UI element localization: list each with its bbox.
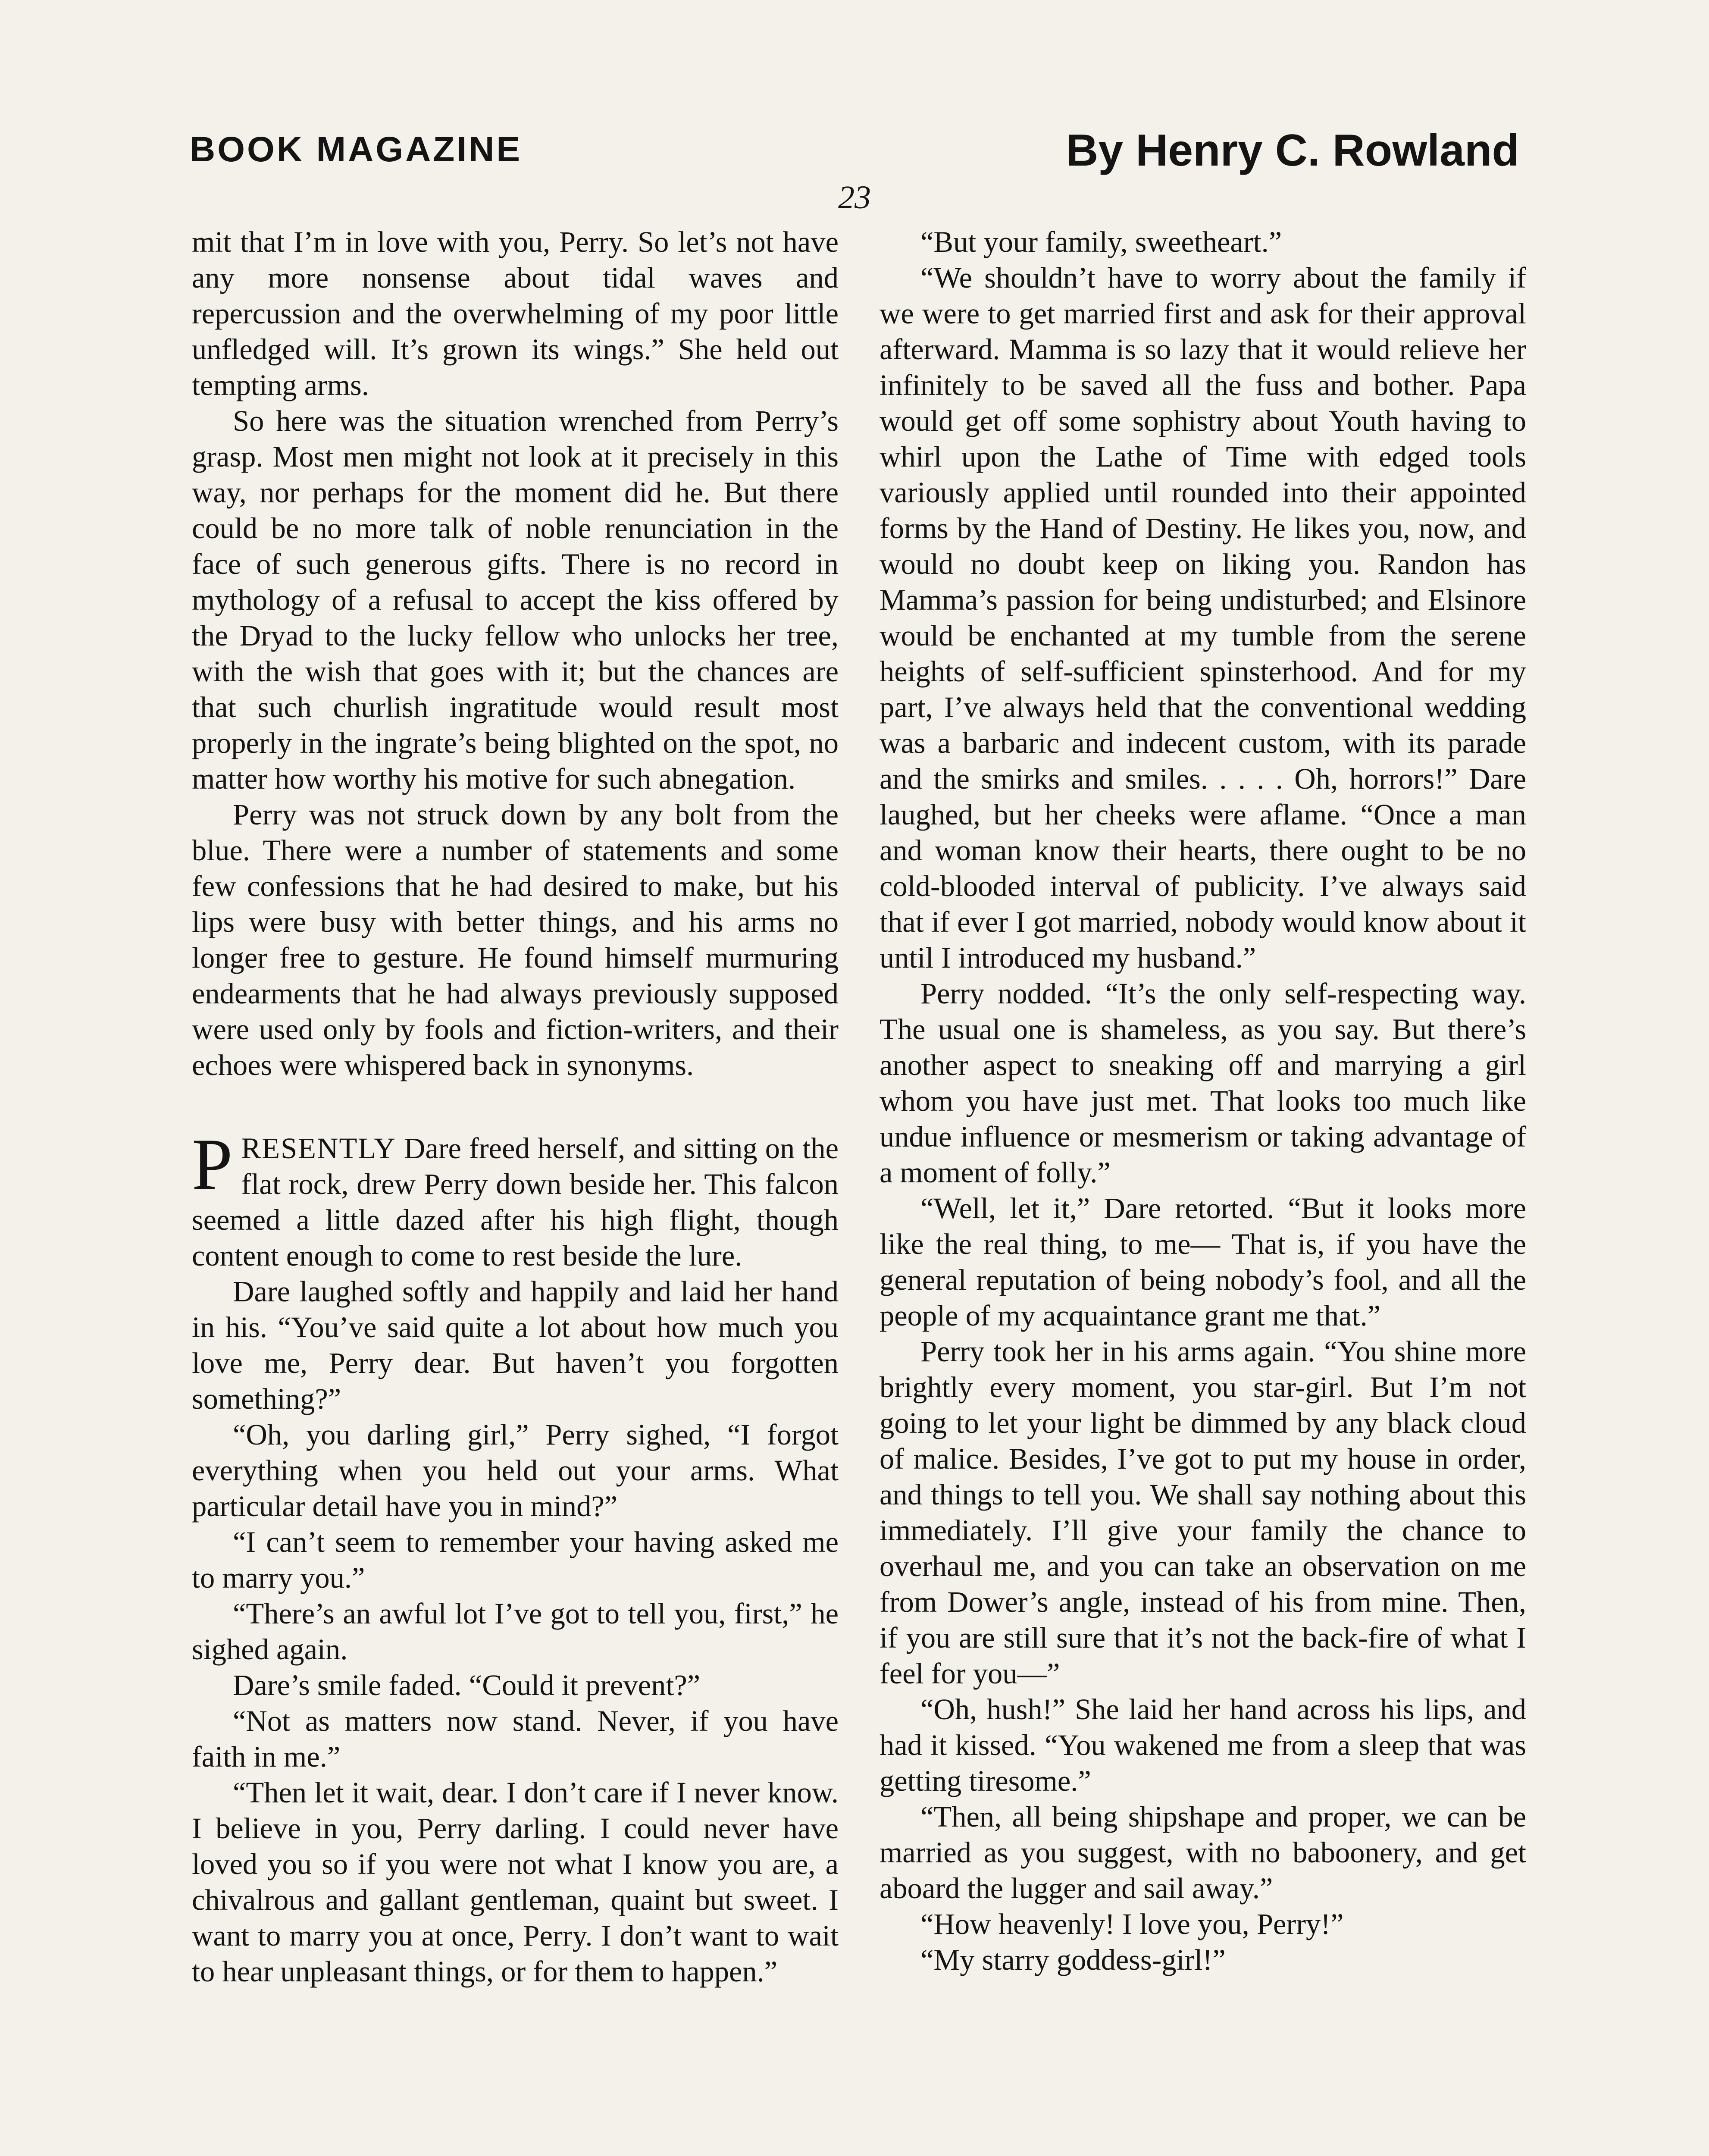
paragraph: “Then, all being shipshape and proper, we can be married as you suggest, with no baboonery, and get aboard the lugger and sail away.”: [880, 1800, 1526, 1905]
paragraph: Perry took her in his arms again. “You shine more brightly every moment, you star-girl. But I’m not going to let your light be dimmed by any black cloud of malice. Besides, I’ve got to put my house in order, and things to tell you. We shall say nothing about this immediately. I’ll give your family the chance to overhaul me, and you can take an observation on me from Dower’s angle, instead of his from mine. Then, if you are still sure that it’s not the back-fire of what I feel for you—”: [880, 1335, 1526, 1690]
author-byline: By Henry C. Rowland: [1066, 125, 1519, 175]
left-column: [192, 224, 839, 1990]
paragraph: “Oh, hush!” She laid her hand across his lips, and had it kissed. “You wakened me from a sleep that was getting tiresome.”: [880, 1693, 1526, 1797]
paragraph: mit that I’m in love with you, Perry. So let’s not have any more nonsense about tidal waves and repercussion and the overwhelming of my poor little unfledged will. It’s grown its wings.” She held out tempting arms.: [192, 226, 839, 401]
paragraph: Perry was not struck down by any bolt from the blue. There were a number of statements and some few confessions that he had desired to make, but his lips were busy with better things, and his arms no longer free to gesture. He found himself murmuring endearments that he had always previously supposed were used only by fools and fiction-writers, and their echoes were whispered back in synonyms.: [192, 798, 839, 1081]
paragraph: “We shouldn’t have to worry about the family if we were to get married first and ask for their approval afterward. Mamma is so lazy that it would relieve her infinitely to be saved all the fuss and bother. Papa would get off some sophistry about Youth having to whirl upon the Lathe of Time with edged tools variously applied until rounded into their appointed forms by the Hand of Destiny. He likes you, now, and would no doubt keep on liking you. Randon has Mamma’s passion for being undisturbed; and Elsinore would be enchanted at my tumble from the serene heights of self-sufficient spinsterhood. And for my part, I’ve always held that the conventional wedding was a barbaric and indecent custom, with its parade and the smirks and smiles. . . . . Oh, horrors!” Dare laughed, but her cheeks were aflame. “Once a man and woman know their hearts, there ought to be no cold-blooded interval of publicity. I’ve always said that if ever I got married, nobody would know about it until I introduced my husband.”: [880, 261, 1526, 974]
paragraph: “Well, let it,” Dare retorted. “But it looks more like the real thing, to me— That is, if you have the general reputation of being nobody’s fool, and all the people of my acquaintance grant me that.”: [880, 1192, 1526, 1332]
paragraph: Dare’s smile faded. “Could it prevent?”: [233, 1669, 701, 1702]
paragraph: “There’s an awful lot I’ve got to tell you, first,” he sighed again.: [192, 1597, 839, 1666]
paragraph: “How heavenly! I love you, Perry!”: [920, 1908, 1344, 1940]
magazine-title: BOOK MAGAZINE: [190, 130, 523, 169]
section-opening-paragraph: [192, 1124, 839, 1274]
paragraph: “Then let it wait, dear. I don’t care if I never know. I believe in you, Perry darling. I could never have loved you so if you were not what I know you are, a chivalrous and gallant gentleman, quaint but sweet. I want to marry you at once, Perry. I don’t want to wait to hear unpleasant things, or for them to happen.”: [192, 1776, 839, 1988]
paragraph: “My starry goddess-girl!”: [920, 1943, 1226, 1976]
paragraph: Dare laughed softly and happily and laid her hand in his. “You’ve said quite a lot about how much you love me, Perry dear. But haven’t you forgotten something?”: [192, 1275, 839, 1415]
paragraph: “Not as matters now stand. Never, if you have faith in me.”: [192, 1705, 839, 1773]
right-column: [880, 224, 1526, 1978]
drop-cap: P: [192, 1124, 233, 1205]
paragraph: “But your family, sweetheart.”: [920, 226, 1282, 258]
page-number: 23: [838, 179, 871, 216]
paragraph: Perry nodded. “It’s the only self-respecting way. The usual one is shameless, as you say. But there’s another aspect to sneaking off and marrying a girl whom you have just met. That looks too much like undue influence or mesmerism or taking advantage of a moment of folly.”: [880, 977, 1526, 1189]
paragraph-text: Dare freed herself, and sitting on the flat rock, drew Perry down beside her. This falcon seemed a little dazed after his high flight, though content enough to come to rest beside the lure.: [192, 1132, 839, 1272]
paragraph: “I can’t seem to remember your having asked me to marry you.”: [192, 1526, 839, 1594]
paragraph: “Oh, you darling girl,” Perry sighed, “I forgot everything when you held out your arms. What particular detail have you in mind?”: [192, 1418, 839, 1523]
running-header: [190, 125, 1519, 181]
lead-in-caps: RESENTLY: [241, 1132, 396, 1165]
paragraph: So here was the situation wrenched from Perry’s grasp. Most men might not look at it precisely in this way, nor perhaps for the moment did he. But there could be no more talk of noble renunciation in the face of such generous gifts. There is no record in mythology of a refusal to accept the kiss offered by the Dryad to the lucky fellow who unlocks her tree, with the wish that goes with it; but the chances are that such churlish ingratitude would result most properly in the ingrate’s being blighted on the spot, no matter how worthy his motive for such abnegation.: [192, 404, 839, 795]
